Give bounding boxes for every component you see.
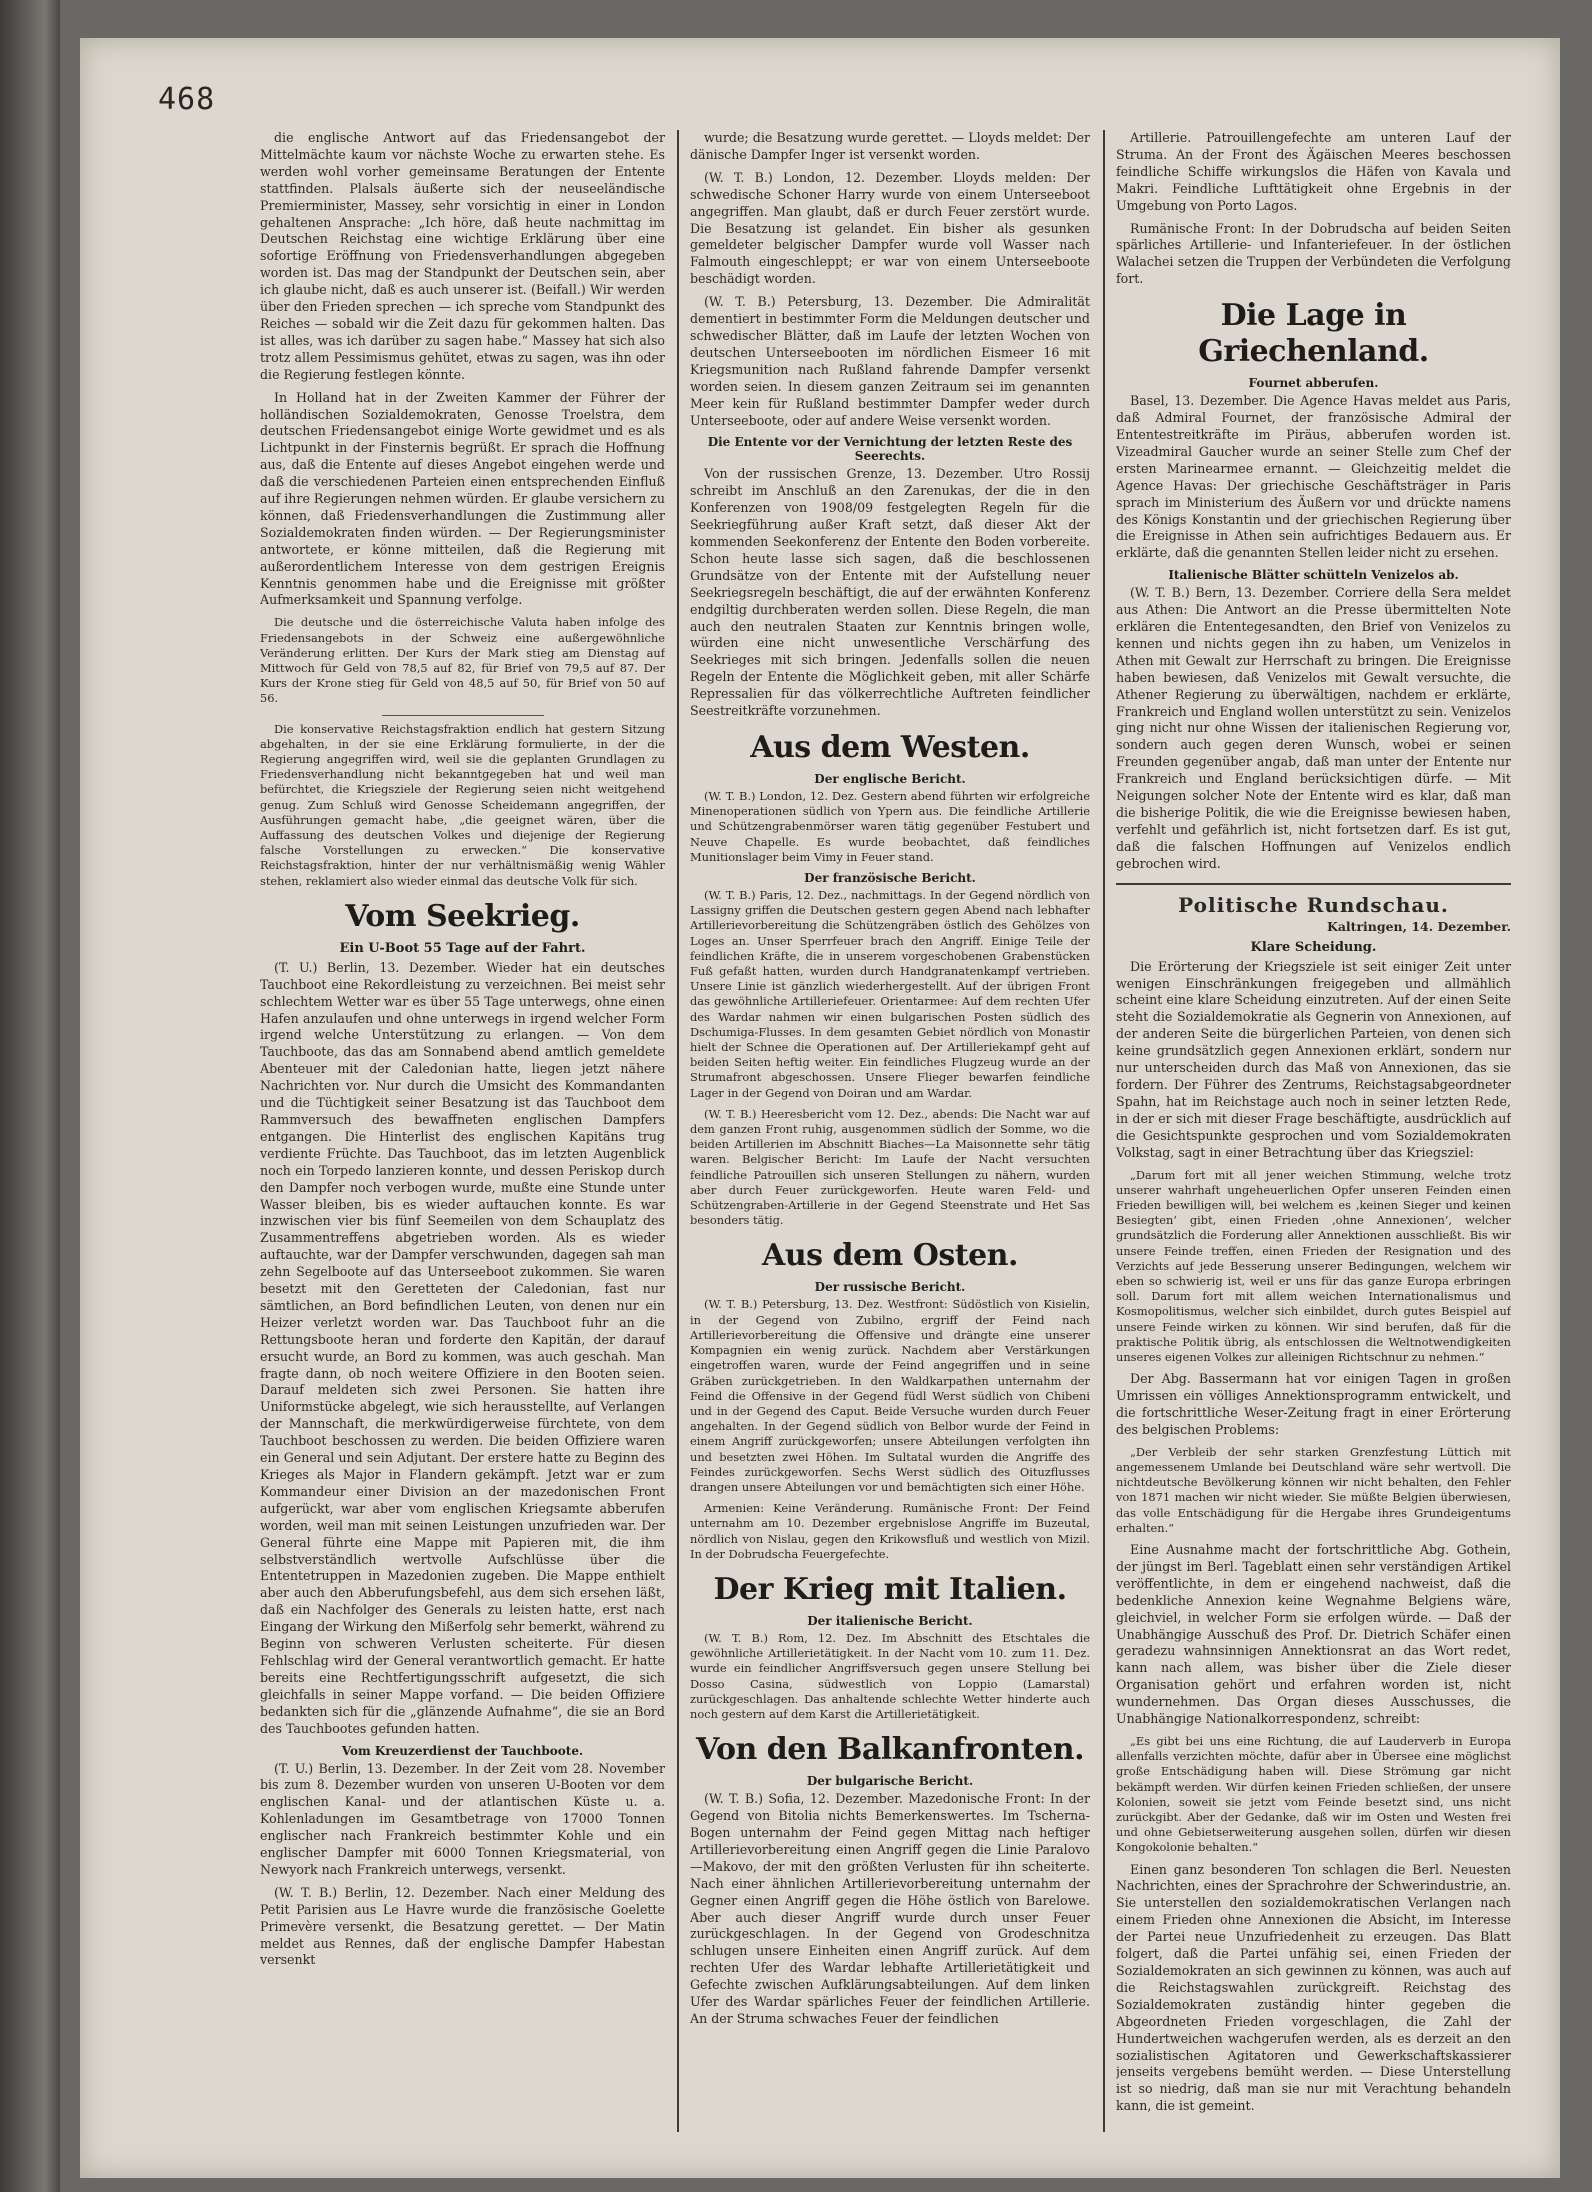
article-quote: „Es gibt bei uns eine Richtung, die auf Lauderverb in Europa allenfalls verzichten möchte, dafür aber in Übersee eine möglichst große Entschädigung haben will. Diese Strömung gar nicht bekämpft werden. Wir dürfen keinen Frieden schließen, der unsere Kolonien, soweit sie jetzt vom Feinde besetzt sind, uns nicht zurückgibt. Aber der Gedanke, daß wir im Osten und Westen frei und ohne Gebietserweiterung ausgehen sollen, dürfen wir diesen Kongokolonie behalten.“	[1116, 1733, 1511, 1855]
article-paragraph: (W. T. B.) Heeresbericht vom 12. Dez., abends: Die Nacht war auf dem ganzen Front ruhig, ausgenommen südlich der Somme, wo die beiden Artillerien im Abschnitt Biaches—La Maisonnette sehr tätig waren. Belgischer Bericht: Im Laufe der Nacht versuchten feindliche Patrouillen sich unseren Stellungen zu nähern, wurden aber durch Feuer zurückgeworfen. Heute waren Feld- und Schützengraben-Artillerie in der Gegend Steenstrate und Het Sas besonders tätig.	[690, 1106, 1090, 1228]
section-heading: Von den Balkanfronten.	[695, 1732, 1085, 1768]
article-paragraph: Der Abg. Bassermann hat vor einigen Tagen in großen Umrissen ein völliges Annektionsprogramm entwickelt, und die fortschrittliche Weser-Zeitung fragt in einer Erörterung des belgischen Problems:	[1116, 1371, 1511, 1437]
article-paragraph: Einen ganz besonderen Ton schlagen die Berl. Neuesten Nachrichten, eines der Sprachrohre der Schwerindustrie, an. Sie unterstellen den sozialdemokratischen Verlangen nach einem Frieden ohne Annexionen die Absicht, im Interesse der Partei neue Unzufriedenheit zu erzeugen. Das Blatt folgert, daß die Partei unfähig sei, einen Frieden der Sozialdemokraten an sich gewinnen zu können, was auch auf die Reichstagswahlen zurückgreift. Reichstag des Sozialdemokraten zuständig hinter gegeben die Abgeordneten Frieden vorgeschlagen, die Zahl der Hundertweichen wachgerufen werden, als es derzeit an den sozialistischen Agitatoren und Gewerkschaftskassierer jenseits vergebens bemüht werden. — Diese Unterstellung ist so niedrig, daß man sie nur mit Verachtung behandeln kann, die ist gemeint.	[1116, 1861, 1511, 2114]
article-paragraph: Armenien: Keine Veränderung. Rumänische Front: Der Feind unternahm am 10. Dezember ergebnislose Angriffe im Buzeutal, nördlich von Nislau, gegen den Krikowsfluß und westlich von Mizil. In der Dobrudscha Feuergefechte.	[690, 1501, 1090, 1561]
article-subheading: Der italienische Bericht.	[807, 1613, 973, 1628]
divider	[382, 715, 544, 716]
article-paragraph: die englische Antwort auf das Friedensangebot der Mittelmächte kaum vor nächste Woche zu erwarten stehe. Es werden wohl vorher gemeinsame Beratungen der Entente stattfinden. Plalsals äußerte sich der neuseeländische Premierminister, Massey, sehr vorsichtig in einer in London gehaltenen Ansprache: „Ich höre, daß heute nachmittag im Deutschen Reichstag eine wichtige Erklärung über eine sofortige Eröffnung von Friedensverhandlungen abgegeben worden ist. Das mag der Standpunkt der Deutschen sein, aber ich glaube nicht, daß es auch unserer ist. (Beifall.) Wir werden über den Frieden sprechen — ich spreche vom Standpunkt des Reiches — sobald wir die Zeit dazu für gekommen halten. Das ist alles, was ich darüber zu sagen habe.“ Massey hat sich also trotz allem Pessimismus gehütet, etwas zu sagen, was ihn oder die Regierung festlegen könnte.	[260, 130, 665, 382]
article-paragraph: (W. T. B.) Rom, 12. Dez. Im Abschnitt des Etschtales die gewöhnliche Artillerietätigkeit. In der Nacht vom 10. zum 11. Dez. wurde ein feindlicher Angriffsversuch gegen unsere Stellung bei Dosso Casina, südwestlich von Loppio (Lamarstal) zurückgeschlagen. Das anhaltende schlechte Wetter hinderte auch noch gestern auf dem Karst die Artillerietätigkeit.	[690, 1630, 1090, 1721]
article-paragraph: In Holland hat in der Zweiten Kammer der Führer der holländischen Sozialdemokraten, Genosse Troelstra, dem deutschen Friedensangebot einige Worte gewidmet und es als Lichtpunkt in der Finsternis begrüßt. Er sprach die Hoffnung aus, daß die Entente auf dieses Angebot eingehen werde und daß die verschiedenen Parteien einen entsprechenden Einfluß auf ihre Regierungen nehmen würden. Er glaube versichern zu können, daß Friedensverhandlungen die Zustimmung aller Sozialdemokraten finden würden. — Der Regierungsminister antwortete, er könne mitteilen, daß die Regierung mit außerordentlichem Interesse von dem gestrigen Ereignis Kenntnis genommen habe und die Ereignisse mit größter Aufmerksamkeit und Spannung verfolge.	[260, 389, 665, 608]
article-quote: „Der Verbleib der sehr starken Grenzfestung Lüttich mit angemessenem Umlande bei Deutschland wäre sehr wertvoll. Die nichtdeutsche Bevölkerung können wir nicht behalten, den Fehler von 1871 machen wir nicht wieder. Sie müßte Belgien überwiesen, das volle Entschädigung für die Hergabe ihres Grundeigentums erhalten.“	[1116, 1444, 1511, 1535]
article-paragraph: (W. T. B.) Petersburg, 13. Dez. Westfront: Südöstlich von Kisielin, in der Gegend von Zubilno, ergriff der Feind nach Artillerievorbereitung die Offensive und drängte eine unserer Kompagnien ein wenig zurück. Nachdem aber Verstärkungen eingetroffen waren, wurde der Feind angegriffen und in seine Gräben zurückgetrieben. In den Waldkarpathen unternahm der Feind die Offensive in der Gegend füdl Werst südlich von Chibeni und in der Gegend des Caput. Beide Versuche wurden durch Feuer angehalten. In der Gegend südlich von Belbor wurde der Feind in einem Angriff zurückgeworfen; unsere Abteilungen verfolgten ihn und besetzten zwei Höhen. Im Sultatal wurden die Angriffe des Feindes zurückgeworfen. Sechs Werst südlich des Oituzflusses drangen unsere Abteilungen vor und bemächtigten sich einer Höhe.	[690, 1297, 1090, 1494]
section-heading: Vom Seekrieg.	[345, 898, 580, 934]
article-paragraph: (W. T. B.) Sofia, 12. Dezember. Mazedonische Front: In der Gegend von Bitolia nichts Bemerkenswertes. Im Tscherna-Bogen unternahm der Feind gegen Mittag nach heftiger Artillerievorbereitung einen Angriff gegen die Linie Paralovo—Makovo, der mit den größten Verlusten für ihn scheiterte. Nach einer ähnlichen Artillerievorbereitung unternahm der Gegner einen Angriff gegen die Höhe östlich von Barelowe. Aber auch dieser Angriff wurde durch unser Feuer zurückgeschlagen. In der Gegend von Grodeschnitza schlugen unsere Einheiten einen Angriff zurück. Auf dem rechten Ufer des Wardar lebhafte Artillerietätigkeit und Gefechte zwischen Aufklärungsabteilungen. Auf dem linken Ufer des Wardar spärliches Feuer der feindlichen Artillerie. An der Struma schwaches Feuer der feindlichen	[690, 1791, 1090, 2026]
article-paragraph: (T. U.) Berlin, 13. Dezember. In der Zeit vom 28. November bis zum 8. Dezember wurden von unseren U-Booten vor dem englischen Kanal- und der atlantischen Küste u. a. Kohlenladungen im Gesamtbetrage von 17000 Tonnen englischer nach Frankreich bestimmter Kohle und ein englischer Dampfer mit 6000 Tonnen Kriegsmaterial, von Newyork nach Frankreich unterwegs, versenkt.	[260, 1760, 665, 1877]
article-paragraph: (W. T. B.) London, 12. Dezember. Lloyds melden: Der schwedische Schoner Harry wurde von einem Unterseeboot angegriffen. Man glaubt, daß er durch Feuer zerstört wurde. Die Besatzung ist gelandet. Ein bisher als gesunken gemeldeter belgischer Dampfer wurde voll Wasser nach Falmouth eingeschleppt; er war von einem Unterseeboote beschädigt worden.	[690, 169, 1090, 287]
article-paragraph: (W. T. B.) Petersburg, 13. Dezember. Die Admiralität dementiert in bestimmter Form die Meldungen deutscher und schwedischer Blätter, daß im Laufe der letzten Wochen von deutschen Unterseebooten im nördlichen Eismeer 16 mit Kriegsmunition nach Rußland fahrende Dampfer versenkt worden seien. In diesem ganzen Zeitraum sei im genannten Meer kein für Rußland bestimmter Dampfer weder durch Unterseeboote, oder auf andere Weise versenkt worden.	[690, 294, 1090, 428]
article-paragraph: (W. T. B.) Berlin, 12. Dezember. Nach einer Meldung des Petit Parisien aus Le Havre wurde die französische Goelette Primevère versenkt, die Besatzung gerettet. — Der Matin meldet aus Rennes, daß der englische Dampfer Habestan versenkt	[260, 1884, 665, 1968]
article-paragraph: (W. T. B.) London, 12. Dez. Gestern abend führten wir erfolgreiche Minenoperationen südlich von Ypern aus. Die feindliche Artillerie und Schützengrabenmörser waren tätig gegenüber Festubert und Neuve Chapelle. Es wurde beobachtet, daß feindliches Munitionslager beim Vimy in Feuer stand.	[690, 789, 1090, 864]
article-subheading: Die Entente vor der Vernichtung der letzten Reste des Seerechts.	[707, 435, 1073, 464]
section-heading: Der Krieg mit Italien.	[713, 1571, 1067, 1607]
article-subheading: Vom Kreuzerdienst der Tauchboote.	[341, 1743, 584, 1758]
section-divider	[1116, 883, 1511, 885]
article-paragraph: Die deutsche und die österreichische Valuta haben infolge des Friedensangebots in der Schweiz eine außergewöhnliche Veränderung erlitten. Der Kurs der Mark stieg am Dienstag auf Mittwoch für Geld von 78,5 auf 82, für Brief von 79,5 auf 87. Der Kurs der Krone stieg für Geld von 48,5 auf 50, für Brief von 50 auf 56.	[260, 615, 665, 706]
article-paragraph: Artillerie. Patrouillengefechte am unteren Lauf der Struma. An der Front des Ägäischen Meeres beschossen feindliche Schiffe wirkungslos die Häfen von Kavala und Makri. Feindliche Lufttätigkeit ohne Ergebnis in der Umgebung von Porto Lagos.	[1116, 130, 1511, 213]
dateline: Kaltringen, 14. Dezember.	[1326, 918, 1511, 934]
article-subheading: Ein U-Boot 55 Tage auf der Fahrt.	[339, 940, 586, 956]
section-heading: Aus dem Westen.	[750, 730, 1030, 765]
article-paragraph: Basel, 13. Dezember. Die Agence Havas meldet aus Paris, daß Admiral Fournet, der französische Admiral der Ententestreitkräfte im Piräus, abberufen worden ist. Vizeadmiral Gaucher wurde an seiner Stelle zum Chef der ersten Marinearmee ernannt. — Gleichzeitig meldet die Agence Havas: Der griechische Geschäftsträger in Paris sprach im Ministerium des Äußern vor und drückte namens des Königs Konstantin und der griechischen Regierung über die Ereignisse in Athen sein aufrichtiges Bedauern aus. Er erklärte, daß die genannten Stellen leider nicht zu ersehen.	[1116, 393, 1511, 561]
article-subheading: Der französische Bericht.	[804, 871, 976, 886]
article-paragraph: Die Erörterung der Kriegsziele ist seit einiger Zeit unter wenigen Einschränkungen freigegeben und allmählich scheint eine klare Scheidung einzutreten. Auf der einen Seite steht die Sozialdemokratie als Gegnerin von Annexionen, auf der anderen Seite die bürgerlichen Parteien, von denen sich keine grundsätzlich gegen Annexionen erklärt, sondern nur nur unterscheiden durch das Maß von Annexionen, das sie fordern. Der Führer des Zentrums, Reichstagsabgeordneter Spahn, hat im Reichstage auch noch in seiner letzten Rede, in der er sich mit dieser Frage beschäftigte, ausdrücklich auf die Gesichtspunkte gesprochen und vom Sozialdemokraten Volkstag, sagt in einer Betrachtung über das Kriegsziel:	[1116, 958, 1511, 1160]
article-paragraph: (W. T. B.) Bern, 13. Dezember. Corriere della Sera meldet aus Athen: Die Antwort an die Presse übermittelten Note erklären die Ententegesandten, den Brief von Venizelos zu kennen und nichts gegen ihn zu haben, um Venizelos in Athen mit Gewalt zur Herrschaft zu bringen. Die Ereignisse haben bewiesen, daß Venizelos mit Gewalt versuchte, die Athener Regierung zu überwältigen, nachdem er erklärte, Frankreich und England wollen unterstützt zu sein. Venizelos ging nicht nur ohne Wissen der italienischen Regierung vor, sondern auch gegen deren Wunsch, wobei er seinen Freunden gegenüber angab, daß man unter der Entente nur Frankreich und England berücksichtigen dürfe. — Mit Neigungen solcher Note der Entente wird es klar, daß man die bisherige Politik, die wie die Ereignisse bewiesen haben, verfehlt und gefährlich ist, nicht fortsetzen darf. Es ist gut, daß die falschen Hoffnungen auf Venizelos endlich gebrochen wird.	[1116, 585, 1511, 871]
column-2	[690, 130, 1090, 2152]
column-rule	[1103, 130, 1105, 2132]
article-paragraph: Von der russischen Grenze, 13. Dezember. Utro Rossij schreibt im Anschluß an den Zarenukas, der die in den Konferenzen von 1908/09 festgelegten Regeln für die Seekriegführung außer Kraft setzt, daß dieser Akt der kommenden Seekonferenz der Entente den Boden vorbereite. Schon heute lasse sich sagen, daß die beschlossenen Grundsätze von der Entente mit der Aufstellung neuer Seekriegsregeln beschäftigt, die auf der erwähnten Konferenz endgiltig durchberaten werden sollen. Diese Regeln, die man auch den neutralen Staaten zur Kenntnis bringen wolle, würden eine nicht unwesentliche Verschärfung des Seekrieges mit sich bringen. Jedenfalls sollen die neuen Regeln der Entente die Möglichkeit geben, mit aller Schärfe Repressalien für das völkerrechtliche Auftreten feindlicher Seestreitkräfte vorzunehmen.	[690, 466, 1090, 719]
article-subheading: Italienische Blätter schütteln Venizelos ab.	[1168, 568, 1459, 583]
article-paragraph: Rumänische Front: In der Dobrudscha auf beiden Seiten spärliches Artillerie- und Infanteriefeuer. In der östlichen Walachei setzen die Truppen der Verbündeten die Verfolgung fort.	[1116, 220, 1511, 287]
section-heading: Aus dem Osten.	[762, 1238, 1018, 1274]
book-binding	[0, 0, 60, 2192]
article-paragraph: Eine Ausnahme macht der fortschrittliche Abg. Gothein, der jüngst im Berl. Tageblatt einen sehr verständigen Artikel veröffentlichte, in dem er eingehend nachweist, daß die bedenkliche Annexion keine Wegnahme Belgiens wäre, gleichviel, in welcher Form sie erfolgen würde. — Daß der Unabhängige Ausschuß des Prof. Dr. Dietrich Schäfer einen geradezu wahnsinnigen Annektionsrat an das Wort redet, kann nach allem, was bisher über die Ziele dieser Organisation gehört und erfahren worden ist, nicht wundernehmen. Das Organ dieses Ausschusses, die Unabhängige Nationalkorrespondenz, schreibt:	[1116, 1541, 1511, 1727]
article-subheading: Fournet abberufen.	[1248, 376, 1379, 391]
article-subheading: Der bulgarische Bericht.	[806, 1774, 974, 1789]
column-1	[260, 130, 665, 2152]
article-paragraph: (W. T. B.) Paris, 12. Dez., nachmittags. In der Gegend nördlich von Lassigny griffen die Deutschen gestern gegen Abend nach lebhafter Artillerievorbereitung die Schützengräben östlich des Gehölzes von Loges an. Unser Sperrfeuer brach den Angriff. Einige Teile der feindlichen Kräfte, die in unserem vorgeschobenen Grabenstücken Fuß gefaßt hatten, wurden durch Handgranatenkampf vertrieben. Unsere Linie ist gänzlich wiederhergestellt. Auf der übrigen Front das gewöhnliche Artilleriefeuer. Orientarmee: Auf dem rechten Ufer des Wardar nahmen wir einen bulgarischen Posten südlich des Dschumiga-Flusses. In dem gesamten Gebiet nördlich von Monastir hielt der Schnee die Operationen auf. Der Artilleriekampf geht auf beiden Seiten heftig weiter. Ein feindliches Flugzeug wurde an der Strumafront abgeschossen. Unsere Flieger bewarfen feindliche Lager in der Gegend von Doiran und am Wardar.	[690, 888, 1090, 1100]
article-paragraph: wurde; die Besatzung wurde gerettet. — Lloyds meldet: Der dänische Dampfer Inger ist versenkt worden.	[690, 130, 1090, 162]
article-paragraph: Die konservative Reichstagsfraktion endlich hat gestern Sitzung abgehalten, in der sie eine Erklärung formulierte, in der die Regierung angegriffen wird, weil sie die geplanten Grundlagen zu Friedensverhandlung nicht bekanntgegeben hat und weil man befürchtet, die Kriegsziele der Regierung seien nicht weitgehend genug. Zum Schluß wird Genosse Scheidemann angegriffen, der Ausführungen gemacht habe, „die geeignet wären, über die Auffassung des deutschen Volkes und diejenige der Regierung falsche Vorstellungen zu erwecken.“ Die konservative Reichstagsfraktion, hinter der nur verhältnismäßig wenig Wähler stehen, reklamiert also wieder einmal das deutsche Volk für sich.	[260, 721, 665, 888]
article-subheading: Der russische Bericht.	[814, 1280, 966, 1295]
column-rule	[677, 130, 679, 2132]
article-subheading: Der englische Bericht.	[814, 772, 966, 786]
section-heading: Die Lage in Griechenland.	[1198, 298, 1429, 370]
page-number: 468	[158, 82, 216, 117]
column-3	[1116, 130, 1511, 2152]
article-paragraph: (T. U.) Berlin, 13. Dezember. Wieder hat ein deutsches Tauchboot eine Rekordleistung zu verzeichnen. Bei meist sehr schlechtem Wetter war es über 55 Tage unterwegs, ohne einen Hafen anzulaufen und ohne unterwegs in irgend welcher Form irgend welche Unterstützung zu erlangen. — Von dem Tauchboote, das das am Sonnabend abend amtlich gemeldete Abenteuer mit der Caledonian hatte, liegen jetzt nähere Nachrichten vor. Nur durch die Umsicht des Kommandanten und die Tüchtigkeit seiner Besatzung ist das Tauchboot dem Rammversuch des bewaffneten englischen Dampfers entgangen. Die Hinterlist des englischen Kapitäns trug verdiente Früchte. Das Tauchboot, das im letzten Augenblick noch ein Torpedo lanzieren konnte, und dessen Periskop durch den Dampfer noch verbogen wurde, mußte eine Stunde unter Wasser bleiben, bis es wieder auftauchen konnte. Es war inzwischen vier bis fünf Seemeilen von dem Schauplatz des Zusammentreffens abgetrieben worden. Als es wieder auftauchte, war der Dampfer verschwunden, dagegen sah man zehn Segelboote auf das Unterseeboot zukommen. Sie waren besetzt mit den Geretteten der Caledonian, fast nur sämtlichen, an Bord befindlichen Leuten, von denen nur ein Heizer verletzt worden war. Das Tauchboot fuhr an die Rettungsboote heran und forderte den Kapitän, der darauf ersucht wurde, an Bord zu kommen, was auch geschah. Man fragte dann, ob noch weitere Offiziere in den Booten seien. Darauf meldeten sich zwei Personen. Sie hatten ihre Uniformstücke abgelegt, wie sich herausstellte, auf Verlangen der Mannschaft, die merkwürdigerweise fürchtete, von dem Tauchboot beschossen zu werden. Die beiden Offiziere waren ein General und sein Adjutant. Der erstere hatte zu Beginn des Krieges als Major in Flandern gekämpft. Jetzt war er zum Kommandeur einer Division an der mazedonischen Front aufgerückt, war aber vom englischen Kriegsamte abberufen worden, weil man mit seinen Leistungen unzufrieden war. Der General führte eine Mappe mit Papieren mit, die ihm selbstverständlich wertvolle Aufschlüsse über die Ententetruppen in Mazedonien zugeben. Die Mappe enthielt aber auch den Abberufungsbefehl, aus dem sich ersehen läßt, daß ein Nachfolger des Generals zu leisten hatte, erst nach Eingang der Wirkung den Mißerfolg sehr bemerkt, während zu Beginn von schweren Verlusten scheiterte. Für diesen Fehlschlag wird der General verantwortlich gemacht. Er hatte bereits eine Rechtfertigungsschrift aufgesetzt, die sich gleichfalls in seiner Mappe vorfand. — Die beiden Offiziere bedankten sich für die „glänzende Aufnahme“, die sie an Bord des Tauchbootes gefunden hatten.	[260, 959, 665, 1736]
article-quote: „Darum fort mit all jener weichen Stimmung, welche trotz unserer wahrhaft ungeheuerlichen Opfer unseren Feinden einen Frieden bewilligen will, bei welchem es ‚keinen Sieger und keinen Besiegten‘ gibt, einen Frieden ‚ohne Annexionen‘, welcher grundsätzlich die Forderung aller Annektionen ausschließt. Bis wir unsere Feinde treffen, einen Frieden der Resignation und des Verzichts auf jede Besserung unserer Bedingungen, welchem wir eben so schwierig ist, weil er uns für das ganze Europa erbringen soll. Darum fort mit allem weichen Internationalismus und Kosmopolitismus, welcher sich einbildet, durch gutes Beispiel auf unsere Feinde wirken zu können. Wir sind berufen, daß für die praktische Politik übrig, als entschlossen die Weltnotwendigkeiten unseres eigenen Volkes zur alleinigen Richtschnur zu nehmen.“	[1116, 1167, 1511, 1364]
section-banner: Politische Rundschau.	[1178, 892, 1449, 917]
article-subheading: Klare Scheidung.	[1250, 939, 1377, 955]
